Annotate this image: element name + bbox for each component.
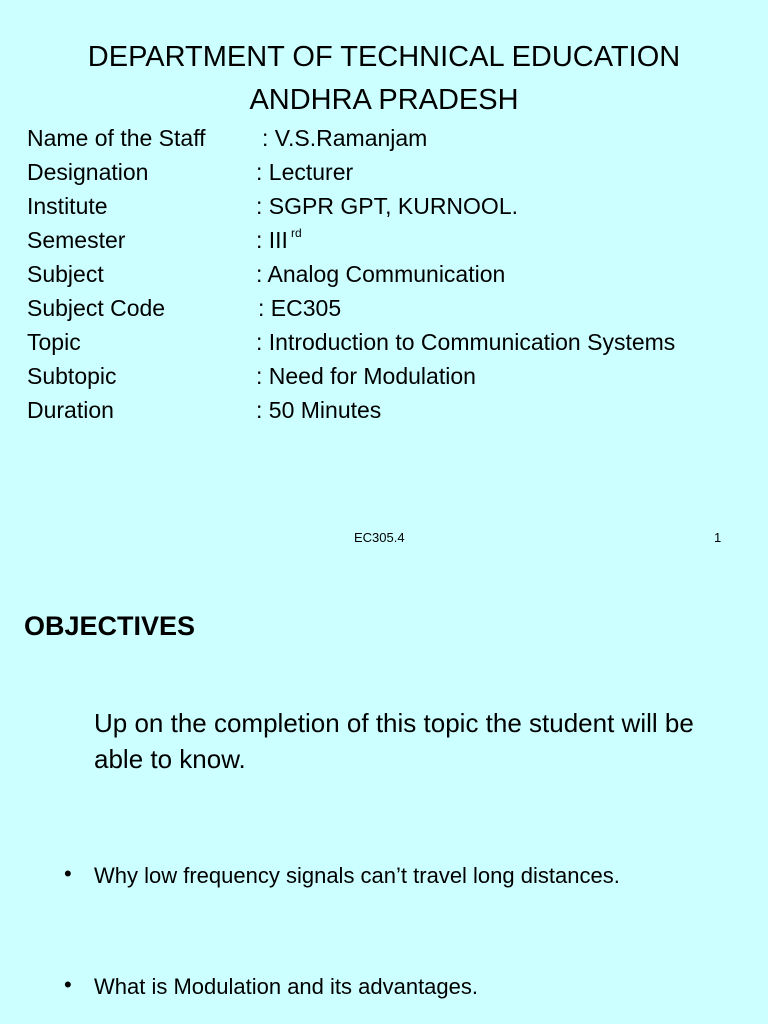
bullet-icon: • (64, 972, 72, 997)
info-label: Topic (27, 329, 81, 355)
info-value: : Analog Communication (256, 261, 506, 287)
slide-page-number: 1 (714, 530, 722, 545)
bullet-icon: • (64, 861, 72, 886)
info-value: : SGPR GPT, KURNOOL. (256, 193, 518, 219)
objectives-intro: Up on the completion of this topic the student will be able to know. (94, 708, 694, 774)
info-value: : Lecturer (256, 159, 354, 185)
info-value: : Introduction to Communication Systems (256, 329, 676, 355)
info-label: Subtopic (27, 363, 117, 389)
slide-title-line-2: ANDHRA PRADESH (249, 84, 519, 116)
info-label: Institute (27, 193, 108, 219)
info-label: Duration (27, 397, 114, 423)
slide-footer-code: EC305.4 (354, 530, 405, 545)
info-value: : EC305 (258, 295, 342, 321)
info-label: Subject (27, 261, 104, 287)
bullet-text: Why low frequency signals can’t travel long distances. (94, 863, 620, 888)
info-label: Semester (27, 227, 126, 253)
info-label: Designation (27, 159, 149, 185)
objectives-heading: OBJECTIVES (24, 611, 196, 641)
bullet-text: What is Modulation and its advantages. (94, 974, 479, 999)
slide-title-line-1: DEPARTMENT OF TECHNICAL EDUCATION (87, 41, 681, 73)
info-label: Name of the Staff (27, 125, 206, 151)
semester-superscript: rd (290, 226, 302, 240)
info-value: : Need for Modulation (256, 363, 476, 389)
info-label: Subject Code (27, 295, 166, 321)
info-value: : V.S.Ramanjam (262, 125, 428, 151)
info-value: : 50 Minutes (256, 397, 382, 423)
semester-value: : III (256, 227, 288, 253)
info-value-semester (256, 226, 302, 253)
